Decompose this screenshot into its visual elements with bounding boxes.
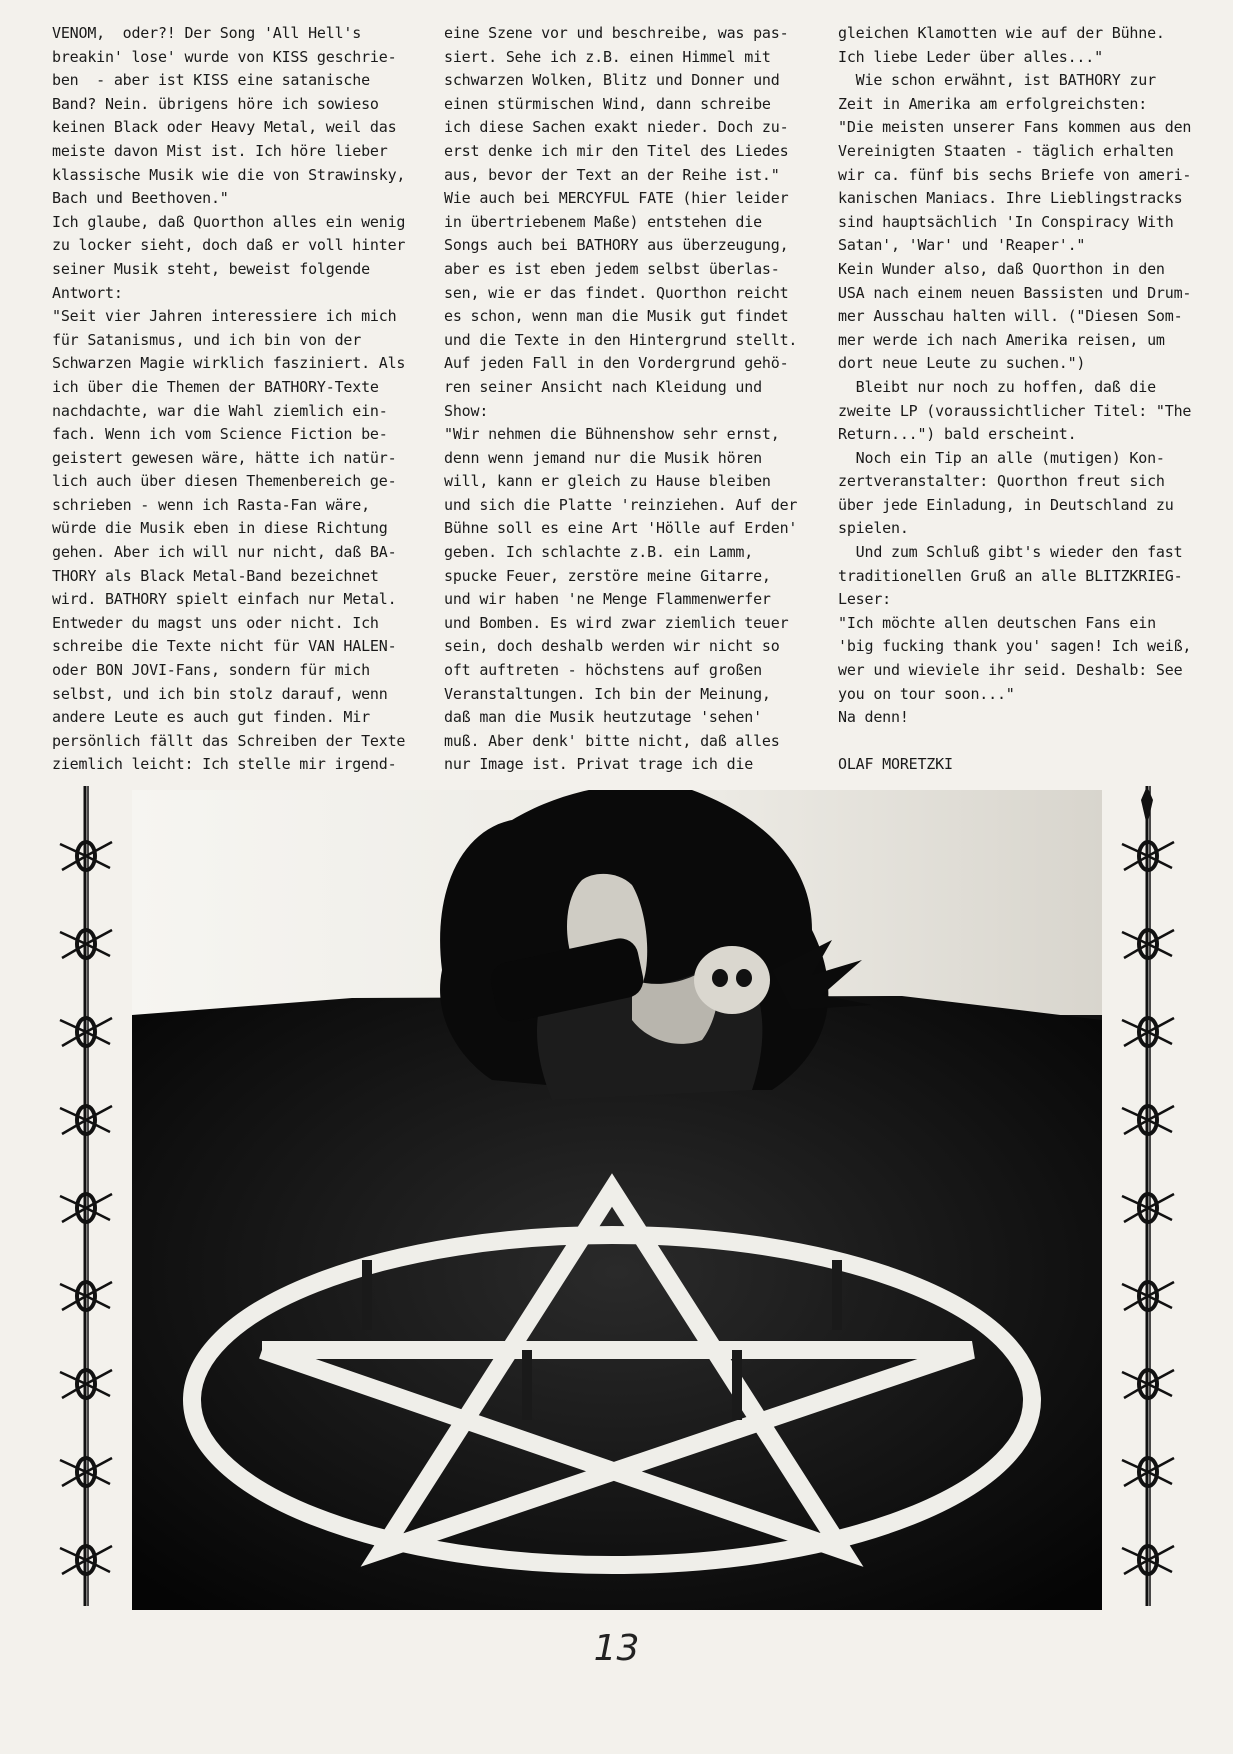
text-line: persönlich fällt das Schreiben der Texte [52,731,406,750]
text-line: Bühne soll es eine Art 'Hölle auf Erden' [444,519,798,538]
text-line: selbst, und ich bin stolz darauf, wenn [52,684,388,703]
text-line: keinen Black oder Heavy Metal, weil das [52,118,397,137]
text-line: Auf jeden Fall in den Vordergrund gehö- [444,354,789,373]
text-line: will, kann er gleich zu Hause bleiben [444,472,771,491]
text-line: THORY als Black Metal-Band bezeichnet [52,566,379,585]
text-line: mer Ausschau halten will. ("Diesen Som- [838,307,1183,326]
text-line: ich diese Sachen exakt nieder. Doch zu- [444,118,789,137]
text-line: klassische Musik wie die von Strawinsky, [52,165,406,184]
text-line: Vereinigten Staaten - täglich erhalten [838,141,1174,160]
text-line: zu locker sieht, doch daß er voll hinter [52,236,406,255]
text-column-middle [444,22,797,777]
text-line: Bach und Beethoven." [52,189,229,208]
text-line: "Wir nehmen die Bühnenshow sehr ernst, [444,425,780,444]
text-line: zertveranstalter: Quorthon freut sich [838,472,1165,491]
text-line: kanischen Maniacs. Ihre Lieblingstracks [838,189,1183,208]
text-line: zweite LP (voraussichtlicher Titel: "The [838,401,1192,420]
text-line: und sich die Platte 'reinziehen. Auf der [444,495,798,514]
text-column-right [838,22,1191,777]
text-line: seiner Musik steht, beweist folgende [52,259,370,278]
text-line: nur Image ist. Privat trage ich die [444,755,754,774]
text-line: Songs auch bei BATHORY aus überzeugung, [444,236,789,255]
text-line: über jede Einladung, in Deutschland zu [838,495,1174,514]
text-line: USA nach einem neuen Bassisten und Drum- [838,283,1192,302]
text-line: erst denke ich mir den Titel des Liedes [444,141,789,160]
text-line: gehen. Aber ich will nur nicht, daß BA- [52,543,397,562]
text-line: geistert gewesen wäre, hätte ich natür- [52,448,397,467]
text-line: es schon, wenn man die Musik gut findet [444,307,789,326]
text-line: Zeit in Amerika am erfolgreichsten: [838,94,1148,113]
text-line: sen, wie er das findet. Quorthon reicht [444,283,789,302]
text-line: wer und wieviele ihr seid. Deshalb: See [838,661,1183,680]
text-line: schrieben - wenn ich Rasta-Fan wäre, [52,495,370,514]
text-line: muß. Aber denk' bitte nicht, daß alles [444,731,780,750]
text-line: andere Leute es auch gut finden. Mir [52,708,370,727]
text-line: geben. Ich schlachte z.B. ein Lamm, [444,543,754,562]
barbed-wire-border-left [50,786,120,1606]
text-line: VENOM, oder?! Der Song 'All Hell's [52,24,362,42]
text-line: Ich glaube, daß Quorthon alles ein wenig [52,212,406,231]
text-line: OLAF MORETZKI [838,755,953,774]
text-line: Satan', 'War' und 'Reaper'." [838,236,1086,255]
text-line: Noch ein Tip an alle (mutigen) Kon- [838,448,1165,467]
text-line: einen stürmischen Wind, dann schreibe [444,94,771,113]
text-line: spucke Feuer, zerstöre meine Gitarre, [444,566,771,585]
text-line: ben - aber ist KISS eine satanische [52,71,370,90]
text-line: daß man die Musik heutzutage 'sehen' [444,708,762,727]
text-line [838,730,1191,754]
text-line: Band? Nein. übrigens höre ich sowieso [52,94,379,113]
text-line: Show: [444,401,489,420]
text-column-left [52,22,405,777]
text-line: Kein Wunder also, daß Quorthon in den [838,259,1165,278]
barbed-wire-border-right [1112,786,1182,1606]
text-line: ich über die Themen der BATHORY-Texte [52,377,379,396]
text-line: aus, bevor der Text an der Reihe ist." [444,165,780,184]
text-line: Bleibt nur noch zu hoffen, daß die [838,377,1156,396]
text-line: Na denn! [838,708,909,727]
text-line: und Bomben. Es wird zwar ziemlich teuer [444,613,789,632]
text-line: spielen. [838,519,909,538]
text-line: eine Szene vor und beschreibe, was pas- [444,24,789,42]
text-line: siert. Sehe ich z.B. einen Himmel mit [444,47,771,66]
text-line: schwarzen Wolken, Blitz und Donner und [444,71,780,90]
text-line: sein, doch deshalb werden wir nicht so [444,637,780,656]
text-line: Leser: [838,590,891,609]
text-line: "Die meisten unserer Fans kommen aus den [838,118,1192,137]
text-line: nachdachte, war die Wahl ziemlich ein- [52,401,388,420]
text-line: Entweder du magst uns oder nicht. Ich [52,613,379,632]
text-line: Wie auch bei MERCYFUL FATE (hier leider [444,189,789,208]
text-line: denn wenn jemand nur die Musik hören [444,448,762,467]
text-line: lich auch über diesen Themenbereich ge- [52,472,397,491]
text-line: traditionellen Gruß an alle BLITZKRIEG- [838,566,1183,585]
text-line: ren seiner Ansicht nach Kleidung und [444,377,762,396]
text-line: you on tour soon..." [838,684,1015,703]
text-line: Wie schon erwähnt, ist BATHORY zur [838,71,1156,90]
text-line: Return...") bald erscheint. [838,425,1077,444]
text-line: dort neue Leute zu suchen.") [838,354,1086,373]
text-line: mer werde ich nach Amerika reisen, um [838,330,1165,349]
text-line: 'big fucking thank you' sagen! Ich weiß, [838,637,1192,656]
text-line: "Seit vier Jahren interessiere ich mich [52,307,397,326]
text-line: und die Texte in den Hintergrund stellt. [444,330,798,349]
page-number: 13 [593,1628,640,1669]
text-line: "Ich möchte allen deutschen Fans ein [838,613,1156,632]
text-line: aber es ist eben jedem selbst überlas- [444,259,780,278]
text-line: in übertriebenem Maße) entstehen die [444,212,762,231]
text-line: wird. BATHORY spielt einfach nur Metal. [52,590,397,609]
band-photo-pentagram [132,790,1102,1610]
text-line: und wir haben 'ne Menge Flammenwerfer [444,590,771,609]
text-line: Und zum Schluß gibt's wieder den fast [838,543,1183,562]
text-line: Schwarzen Magie wirklich fasziniert. Als [52,354,406,373]
text-line: gleichen Klamotten wie auf der Bühne. [838,24,1165,42]
text-line: Veranstaltungen. Ich bin der Meinung, [444,684,771,703]
text-line: Antwort: [52,283,123,302]
text-line: für Satanismus, und ich bin von der [52,330,362,349]
text-line: würde die Musik eben in diese Richtung [52,519,388,538]
text-line: sind hauptsächlich 'In Conspiracy With [838,212,1174,231]
text-line: meiste davon Mist ist. Ich höre lieber [52,141,388,160]
text-line: oft auftreten - höchstens auf großen [444,661,762,680]
text-line: wir ca. fünf bis sechs Briefe von ameri- [838,165,1192,184]
text-line: fach. Wenn ich vom Science Fiction be- [52,425,388,444]
text-line: schreibe die Texte nicht für VAN HALEN- [52,637,397,656]
text-line: oder BON JOVI-Fans, sondern für mich [52,661,370,680]
text-line: ziemlich leicht: Ich stelle mir irgend- [52,755,397,774]
text-line: Ich liebe Leder über alles..." [838,47,1103,66]
text-line: breakin' lose' wurde von KISS geschrie- [52,47,397,66]
